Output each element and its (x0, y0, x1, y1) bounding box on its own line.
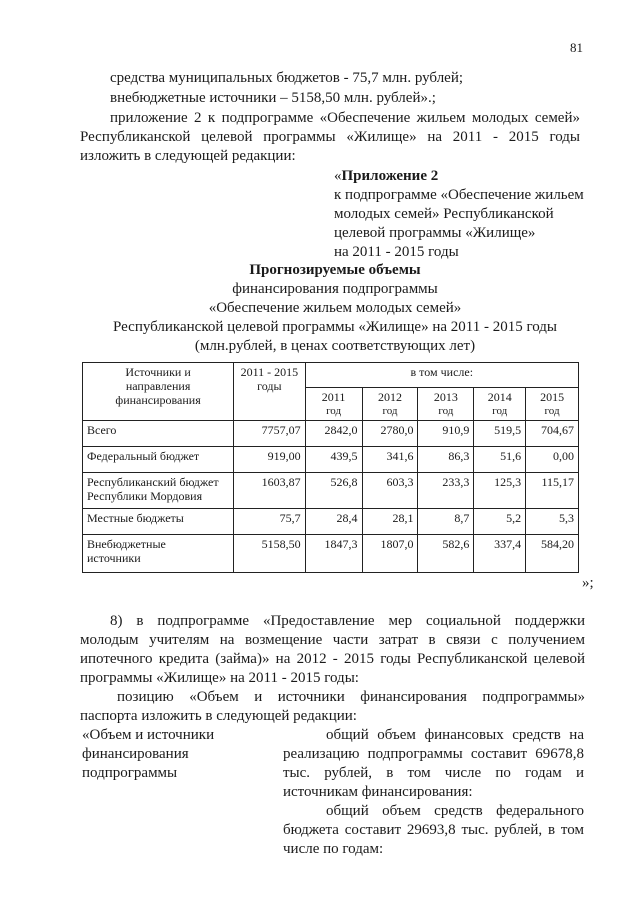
row-value: 2842,0 (305, 421, 362, 447)
financing-table (82, 362, 579, 573)
passport-right-line-5: общий объем средств федерального (326, 803, 584, 819)
row-label-line-1: Республиканский бюджет (87, 475, 219, 489)
row-value: 704,67 (526, 421, 579, 447)
header-source-line-1: Источники и (125, 365, 191, 379)
header-year-2013 (418, 388, 474, 421)
row-label: Всего (83, 421, 234, 447)
appendix-line-2: молодых семей» Республиканской (334, 206, 554, 222)
row-value: 51,6 (474, 447, 526, 473)
appendix-line-1: к подпрограмме «Обеспечение жильем (334, 187, 584, 203)
passport-left-line-1: «Объем и источники (82, 727, 215, 743)
header-source (83, 363, 234, 421)
row-value: 28,4 (305, 509, 362, 535)
row-total: 75,7 (234, 509, 305, 535)
year-label: 2015 (540, 390, 565, 404)
row-value: 115,17 (526, 473, 579, 509)
appendix-title (334, 168, 438, 185)
header-period-line-2: годы (257, 379, 282, 393)
row-label-line-2: источники (87, 551, 141, 565)
intro-line-2: внебюджетные источники – 5158,50 млн. рублей».; (110, 90, 436, 106)
table-row (83, 509, 579, 535)
row-value: 1807,0 (362, 535, 418, 573)
header-including: в том числе: (305, 363, 578, 388)
row-value: 1847,3 (305, 535, 362, 573)
table-closing-quote: »; (582, 575, 594, 591)
item8-line-6: паспорта изложить в следующей редакции: (80, 708, 357, 724)
row-value: 519,5 (474, 421, 526, 447)
appendix-quote: « (334, 168, 342, 184)
passport-right-line-4: источникам финансирования: (283, 784, 473, 800)
year-label: 2012 (378, 390, 402, 404)
row-label-line-2: Республики Мордовия (87, 489, 203, 503)
appendix-title-text: Приложение 2 (341, 168, 439, 184)
row-value: 582,6 (418, 535, 474, 573)
appendix-line-3: целевой программы «Жилище» (334, 225, 536, 241)
item8-line-5: позицию «Объем и источники финансирования подпрограммы» (117, 689, 585, 705)
heading-line-3: «Обеспечение жильем молодых семей» (208, 300, 462, 316)
row-value: 526,8 (305, 473, 362, 509)
passport-left-line-2: финансирования (82, 746, 189, 762)
row-value: 233,3 (418, 473, 474, 509)
intro-paragraph-line-3: изложить в следующей редакции: (80, 148, 296, 164)
year-unit: год (326, 405, 342, 417)
heading-line-1: Прогнозируемые объемы (249, 262, 421, 278)
row-value: 341,6 (362, 447, 418, 473)
row-value: 125,3 (474, 473, 526, 509)
table-row (83, 473, 579, 509)
row-value: 8,7 (418, 509, 474, 535)
row-label: Федеральный бюджет (83, 447, 234, 473)
passport-right-line-7: числе по годам: (283, 841, 384, 857)
row-total: 7757,07 (234, 421, 305, 447)
table-row (83, 535, 579, 573)
row-total: 1603,87 (234, 473, 305, 509)
row-value: 584,20 (526, 535, 579, 573)
intro-paragraph-line-2: Республиканской целевой программы «Жилище» на 2011 - 2015 годы (80, 129, 580, 145)
passport-left-line-3: подпрограммы (82, 765, 178, 781)
header-year-2011 (305, 388, 362, 421)
header-year-2012 (362, 388, 418, 421)
row-value: 439,5 (305, 447, 362, 473)
row-label-line-1: Внебюджетные (87, 537, 166, 551)
year-unit: год (544, 405, 560, 417)
year-unit: год (382, 405, 398, 417)
row-value: 5,2 (474, 509, 526, 535)
passport-right-line-3: тыс. рублей, в том числе по годам и (283, 765, 584, 781)
row-label (83, 473, 234, 509)
year-label: 2014 (487, 390, 512, 404)
row-value: 0,00 (526, 447, 579, 473)
row-value: 910,9 (418, 421, 474, 447)
row-value: 2780,0 (362, 421, 418, 447)
header-source-line-2: направления (125, 379, 191, 393)
header-year-2015 (526, 388, 579, 421)
passport-right-line-2: реализацию подпрограммы составит 69678,8 (283, 746, 584, 762)
intro-paragraph-line-1: приложение 2 к подпрограмме «Обеспечение жильем молодых семей» (110, 110, 580, 126)
year-label: 2011 (321, 390, 346, 404)
year-label: 2013 (433, 390, 458, 404)
passport-right-line-1: общий объем финансовых средств на (326, 727, 584, 743)
table-header-row (83, 363, 579, 388)
item8-line-4: программы «Жилище» на 2011 - 2015 годы: (80, 670, 359, 686)
header-period-line-1: 2011 - 2015 (240, 365, 299, 379)
header-period (234, 363, 305, 421)
header-source-line-3: финансирования (115, 393, 201, 407)
page-number: 81 (570, 40, 583, 55)
heading-line-5: (млн.рублей, в ценах соответствующих лет) (194, 338, 476, 354)
row-total: 5158,50 (234, 535, 305, 573)
table-row (83, 447, 579, 473)
row-value: 603,3 (362, 473, 418, 509)
row-total: 919,00 (234, 447, 305, 473)
year-unit: год (438, 405, 454, 417)
item8-line-3: ипотечного кредита (займа)» на 2012 - 2015 годы Республиканской целевой (80, 651, 585, 667)
item8-line-1: 8) в подпрограмме «Предоставление мер социальной поддержки (110, 613, 585, 629)
passport-right-line-6: бюджета составит 29693,8 тыс. рублей, в том (283, 822, 584, 838)
row-value: 86,3 (418, 447, 474, 473)
row-value: 5,3 (526, 509, 579, 535)
row-label (83, 535, 234, 573)
heading-line-4: Республиканской целевой программы «Жилище» на 2011 - 2015 годы (113, 319, 557, 335)
intro-line-1: средства муниципальных бюджетов - 75,7 млн. рублей; (110, 70, 464, 86)
year-unit: год (492, 405, 508, 417)
appendix-line-4: на 2011 - 2015 годы (334, 244, 459, 260)
row-value: 28,1 (362, 509, 418, 535)
row-label: Местные бюджеты (83, 509, 234, 535)
table-row (83, 421, 579, 447)
row-value: 337,4 (474, 535, 526, 573)
item8-line-2: молодым учителям на возмещение части затрат в связи с получением (80, 632, 585, 648)
heading-line-2: финансирования подпрограммы (232, 281, 438, 297)
header-year-2014 (474, 388, 526, 421)
